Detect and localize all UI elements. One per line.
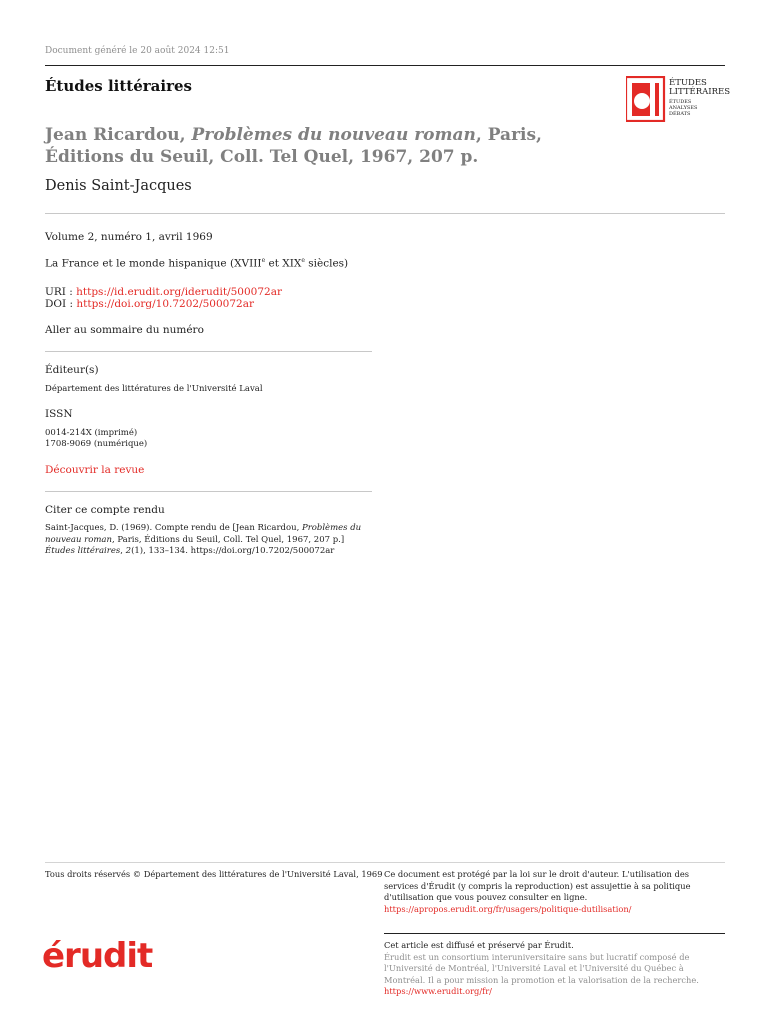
article-title (45, 124, 615, 168)
cite-heading: Citer ce compte rendu (45, 504, 165, 516)
journal-title: Études littéraires (45, 77, 192, 95)
issn-heading: ISSN (45, 408, 73, 420)
issn-print: 0014-214X (imprimé) (45, 428, 138, 438)
doi-line (45, 298, 254, 310)
theme-part: siècles) (304, 257, 349, 270)
journal-logo (626, 76, 730, 122)
toc-link[interactable]: Aller au sommaire du numéro (45, 324, 204, 336)
title-author: Jean Ricardou, (45, 125, 192, 145)
volume-info: Volume 2, numéro 1, avril 1969 (45, 231, 213, 243)
policy-link[interactable]: https://apropos.erudit.org/fr/usagers/politique-dutilisation/ (384, 903, 632, 914)
doi-link[interactable]: https://doi.org/10.7202/500072ar (76, 298, 254, 310)
citation-part: Saint-Jacques, D. (1969). Compte rendu de [Jean Ricardou, (45, 523, 302, 533)
doi-label: DOI : (45, 298, 77, 310)
uri-link[interactable]: https://id.erudit.org/iderudit/500072ar (76, 286, 282, 298)
theme-part: La France et le monde hispanique (XVIII (45, 257, 262, 270)
consortium-text: Érudit est un consortium interuniversitaire sans but lucratif composé de l'Université de Montréal, l'Université Laval et l'Université du Québec à Montréal. Il a pour mission la promotion et la valorisation de la recherche. (384, 951, 699, 985)
section-divider (45, 351, 372, 352)
editors-heading: Éditeur(s) (45, 364, 99, 376)
erudit-info (384, 940, 724, 998)
title-rest: , Paris, Éditions du Seuil, Coll. Tel Quel, 1967, 207 p. (45, 125, 542, 167)
diffuse-text: Cet article est diffusé et préservé par Érudit. (384, 940, 574, 950)
citation-part: (1), 133–134. https://doi.org/10.7202/500072ar (131, 546, 335, 556)
editors-value: Département des littératures de l'Université Laval (45, 384, 263, 394)
rights-notice: Tous droits réservés © Département des littératures de l'Université Laval, 1969 (45, 869, 383, 879)
copyright-text: Ce document est protégé par la loi sur le droit d'auteur. L'utilisation des services d'Érudit (y compris la reproduction) est assujettie à sa politique d'utilisation que vous pouvez consulter en ligne. (384, 869, 691, 902)
logo-line1: ÉTUDES (669, 78, 707, 88)
uri-label: URI : (45, 286, 77, 298)
top-divider (45, 65, 725, 66)
footer-divider (384, 933, 725, 934)
citation-italic: Problèmes du nouveau roman (45, 523, 362, 545)
theme-sup: e (301, 257, 305, 264)
logo-line2: LITTÉRAIRES (669, 87, 730, 97)
footer-divider (45, 862, 725, 863)
citation-part: , (120, 546, 126, 556)
citation-italic: Études littéraires (45, 546, 121, 556)
issue-theme (45, 257, 348, 270)
logo-sub1: ÉTUDES (669, 99, 692, 105)
theme-sup: e (261, 257, 266, 264)
copyright-notice (384, 869, 724, 915)
section-divider (45, 213, 725, 214)
citation-italic: 2 (125, 546, 132, 556)
logo-sub3: DÉBATS (669, 111, 691, 117)
uri-line (45, 286, 282, 298)
logo-sub2: ANALYSES (669, 105, 698, 111)
discover-journal-link[interactable]: Découvrir la revue (45, 464, 145, 476)
citation-text (45, 523, 365, 558)
generated-date: Document généré le 20 août 2024 12:51 (45, 46, 230, 56)
theme-part: et XIX (265, 257, 302, 270)
title-book: Problèmes du nouveau roman (191, 125, 476, 145)
author-name: Denis Saint-Jacques (45, 178, 192, 194)
citation-part: , Paris, Éditions du Seuil, Coll. Tel Quel, 1967, 207 p.] (111, 534, 345, 545)
section-divider (45, 491, 372, 492)
issn-digital: 1708-9069 (numérique) (45, 439, 148, 449)
erudit-logo: érudit (42, 936, 153, 976)
erudit-link[interactable]: https://www.erudit.org/fr/ (384, 986, 492, 996)
